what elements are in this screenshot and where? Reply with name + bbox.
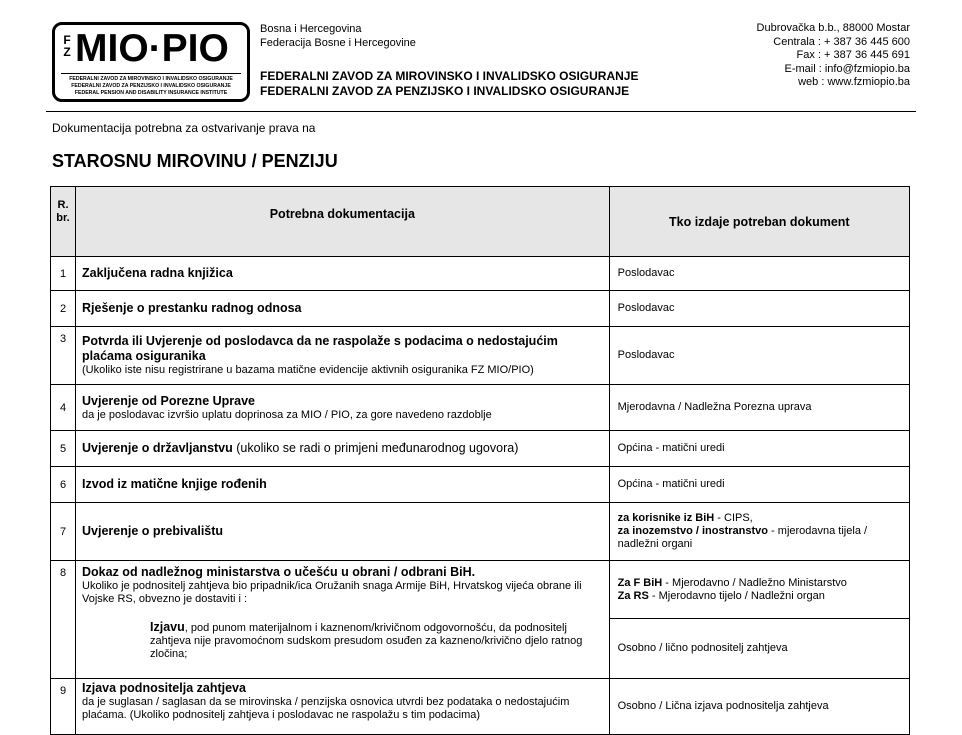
header-divider <box>46 111 916 112</box>
fax: Fax : + 387 36 445 691 <box>796 49 910 61</box>
row-document: Zaključena radna knjižica <box>76 257 610 291</box>
row-document: Izvod iz matične knjige rođenih <box>76 467 610 503</box>
row-note: da je suglasan / saglasan da se mirovinska / penzijska osnovica utvrdi bez podataka o nedostajućim plaćama. (Ukoliko podnositelj zahtjeva i poslodavac ne raspolažu s tim podacima) <box>82 696 570 721</box>
row-number: 3 <box>51 327 76 385</box>
row-issuer: Poslodavac <box>609 291 909 327</box>
row-number: 4 <box>51 385 76 431</box>
row-number: 5 <box>51 431 76 467</box>
declaration-item: Izjavu, pod punom materijalnom i kaznenom/krivičnom odgovornošću, da podnositelj zahtjeva nije pravomoćnom sudskom presudom osuđen za kazneno/krivično djelo ratnog zločina; <box>150 620 583 660</box>
table-row <box>51 679 910 735</box>
table-row <box>51 467 910 503</box>
logo-wordmark: MIO·PIO <box>75 27 229 70</box>
logo-subtitle: FEDERALNI ZAVOD ZA MIROVINSKO I INVALIDSKO OSIGURANJE FEDERALNI ZAVOD ZA PENZIJSKO I INVALIDSKO OSIGURANJE FEDERAL PENSION AND DISABILITY INSURANCE INSTITUTE <box>69 76 233 96</box>
row-issuer: Poslodavac <box>609 257 909 291</box>
website-link[interactable]: web : www.fzmiopio.ba <box>798 76 910 88</box>
row-document: Dokaz od nadležnog ministarstva o učešću u obrani / odbrani BiH. Ukoliko je podnositelj zahtjeva bio pripadnik/ica Oružanih snaga Armije BiH, Hrvatskog vijeća obrane ili Vojske RS, obvezno je dostaviti i : Izjavu, pod punom materijalnom i kaznenom/krivičnom odgovornošću, da podnositelj zahtjeva nije pravomoćnom sudskom presudom osuđen za kazneno/krivično djelo ratnog zločina; <box>76 561 610 679</box>
row-number: 8 <box>51 561 76 679</box>
row-document: Uvjerenje od Porezne Uprave da je poslodavac izvršio uplatu doprinosa za MIO / PIO, za gore navedeno razdoblje <box>76 385 610 431</box>
row-number: 9 <box>51 679 76 735</box>
row-note: (Ukoliko iste nisu registrirane u bazama matične evidencije aktivnih osiguranika FZ MIO/PIO) <box>82 364 534 376</box>
contact-block <box>757 22 910 90</box>
table-row <box>51 561 910 619</box>
phone: Centrala : + 387 36 445 600 <box>773 35 910 48</box>
table-header-row <box>51 187 910 257</box>
table-row <box>51 291 910 327</box>
table-row <box>51 431 910 467</box>
row-document: Potvrda ili Uvjerenje od poslodavca da ne raspolaže s podacima o nedostajućim plaćama osiguranika (Ukoliko iste nisu registrirane u bazama matične evidencije aktivnih osiguranika FZ MIO/PIO) <box>76 327 610 385</box>
row-issuer: Mjerodavna / Nadležna Porezna uprava <box>609 385 909 431</box>
address: Dubrovačka b.b., 88000 Mostar <box>756 22 910 34</box>
col-issuer-header: Tko izdaje potreban dokument <box>609 187 909 257</box>
row-note: da je poslodavac izvršio uplatu doprinosa za MIO / PIO, za gore navedeno razdoblje <box>82 408 492 421</box>
federation-name: Federacija Bosne i Hercegovine <box>260 37 416 49</box>
logo-fz-mark: F Z <box>63 33 71 59</box>
row-number: 6 <box>51 467 76 503</box>
row-issuer: Osobno / lično podnositelj zahtjeva <box>609 619 909 679</box>
table-row <box>51 327 910 385</box>
logo-divider <box>61 73 241 74</box>
row-note: Ukoliko je podnositelj zahtjeva bio pripadnik/ica Oružanih snaga Armije BiH, Hrvatskog vijeća obrane ili Vojske RS, obvezno je dostaviti i : <box>82 580 582 605</box>
row-issuer: Za F BiH - Mjerodavno / Nadležno Ministarstvo Za RS - Mjerodavno tijelo / Nadležni organ <box>609 561 909 619</box>
row-issuer: Osobno / Lična izjava podnositelja zahtjeva <box>609 679 909 735</box>
col-number-header: R. br. <box>51 187 76 257</box>
row-number: 2 <box>51 291 76 327</box>
intro-text: Dokumentacija potrebna za ostvarivanje prava na <box>52 121 316 135</box>
row-issuer: Poslodavac <box>609 327 909 385</box>
row-number: 1 <box>51 257 76 291</box>
page-title: STAROSNU MIROVINU / PENZIJU <box>52 151 338 171</box>
row-issuer: za korisnike iz BiH - CIPS, za inozemstvo / inostranstvo - mjerodavna tijela / nadležni organi <box>609 503 909 561</box>
row-document: Izjava podnositelja zahtjeva da je suglasan / saglasan da se mirovinska / penzijska osnovica utvrdi bez podataka o nedostajućim plaćama. (Ukoliko podnositelj zahtjeva i poslodavac ne raspolažu s tim podacima) <box>76 679 610 735</box>
row-document: Uvjerenje o državljanstvu (ukoliko se radi o primjeni međunarodnog ugovora) <box>76 431 610 467</box>
col-documents-header: Potrebna dokumentacija <box>76 187 610 257</box>
email-link[interactable]: E-mail : info@fzmiopio.ba <box>784 62 910 75</box>
fz-mio-pio-logo <box>52 22 250 102</box>
row-document: Uvjerenje o prebivalištu <box>76 503 610 561</box>
country-block <box>260 22 416 50</box>
table-row <box>51 385 910 431</box>
institute-name: FEDERALNI ZAVOD ZA MIROVINSKO I INVALIDSKO OSIGURANJE FEDERALNI ZAVOD ZA PENZIJSKO I INVALIDSKO OSIGURANJE <box>260 69 639 98</box>
country-name: Bosna i Hercegovina <box>260 23 362 35</box>
row-issuer: Općina - matični uredi <box>609 467 909 503</box>
row-number: 7 <box>51 503 76 561</box>
table-row <box>51 503 910 561</box>
documents-table <box>50 186 910 735</box>
row-issuer: Općina - matični uredi <box>609 431 909 467</box>
row-document: Rješenje o prestanku radnog odnosa <box>76 291 610 327</box>
table-row <box>51 257 910 291</box>
